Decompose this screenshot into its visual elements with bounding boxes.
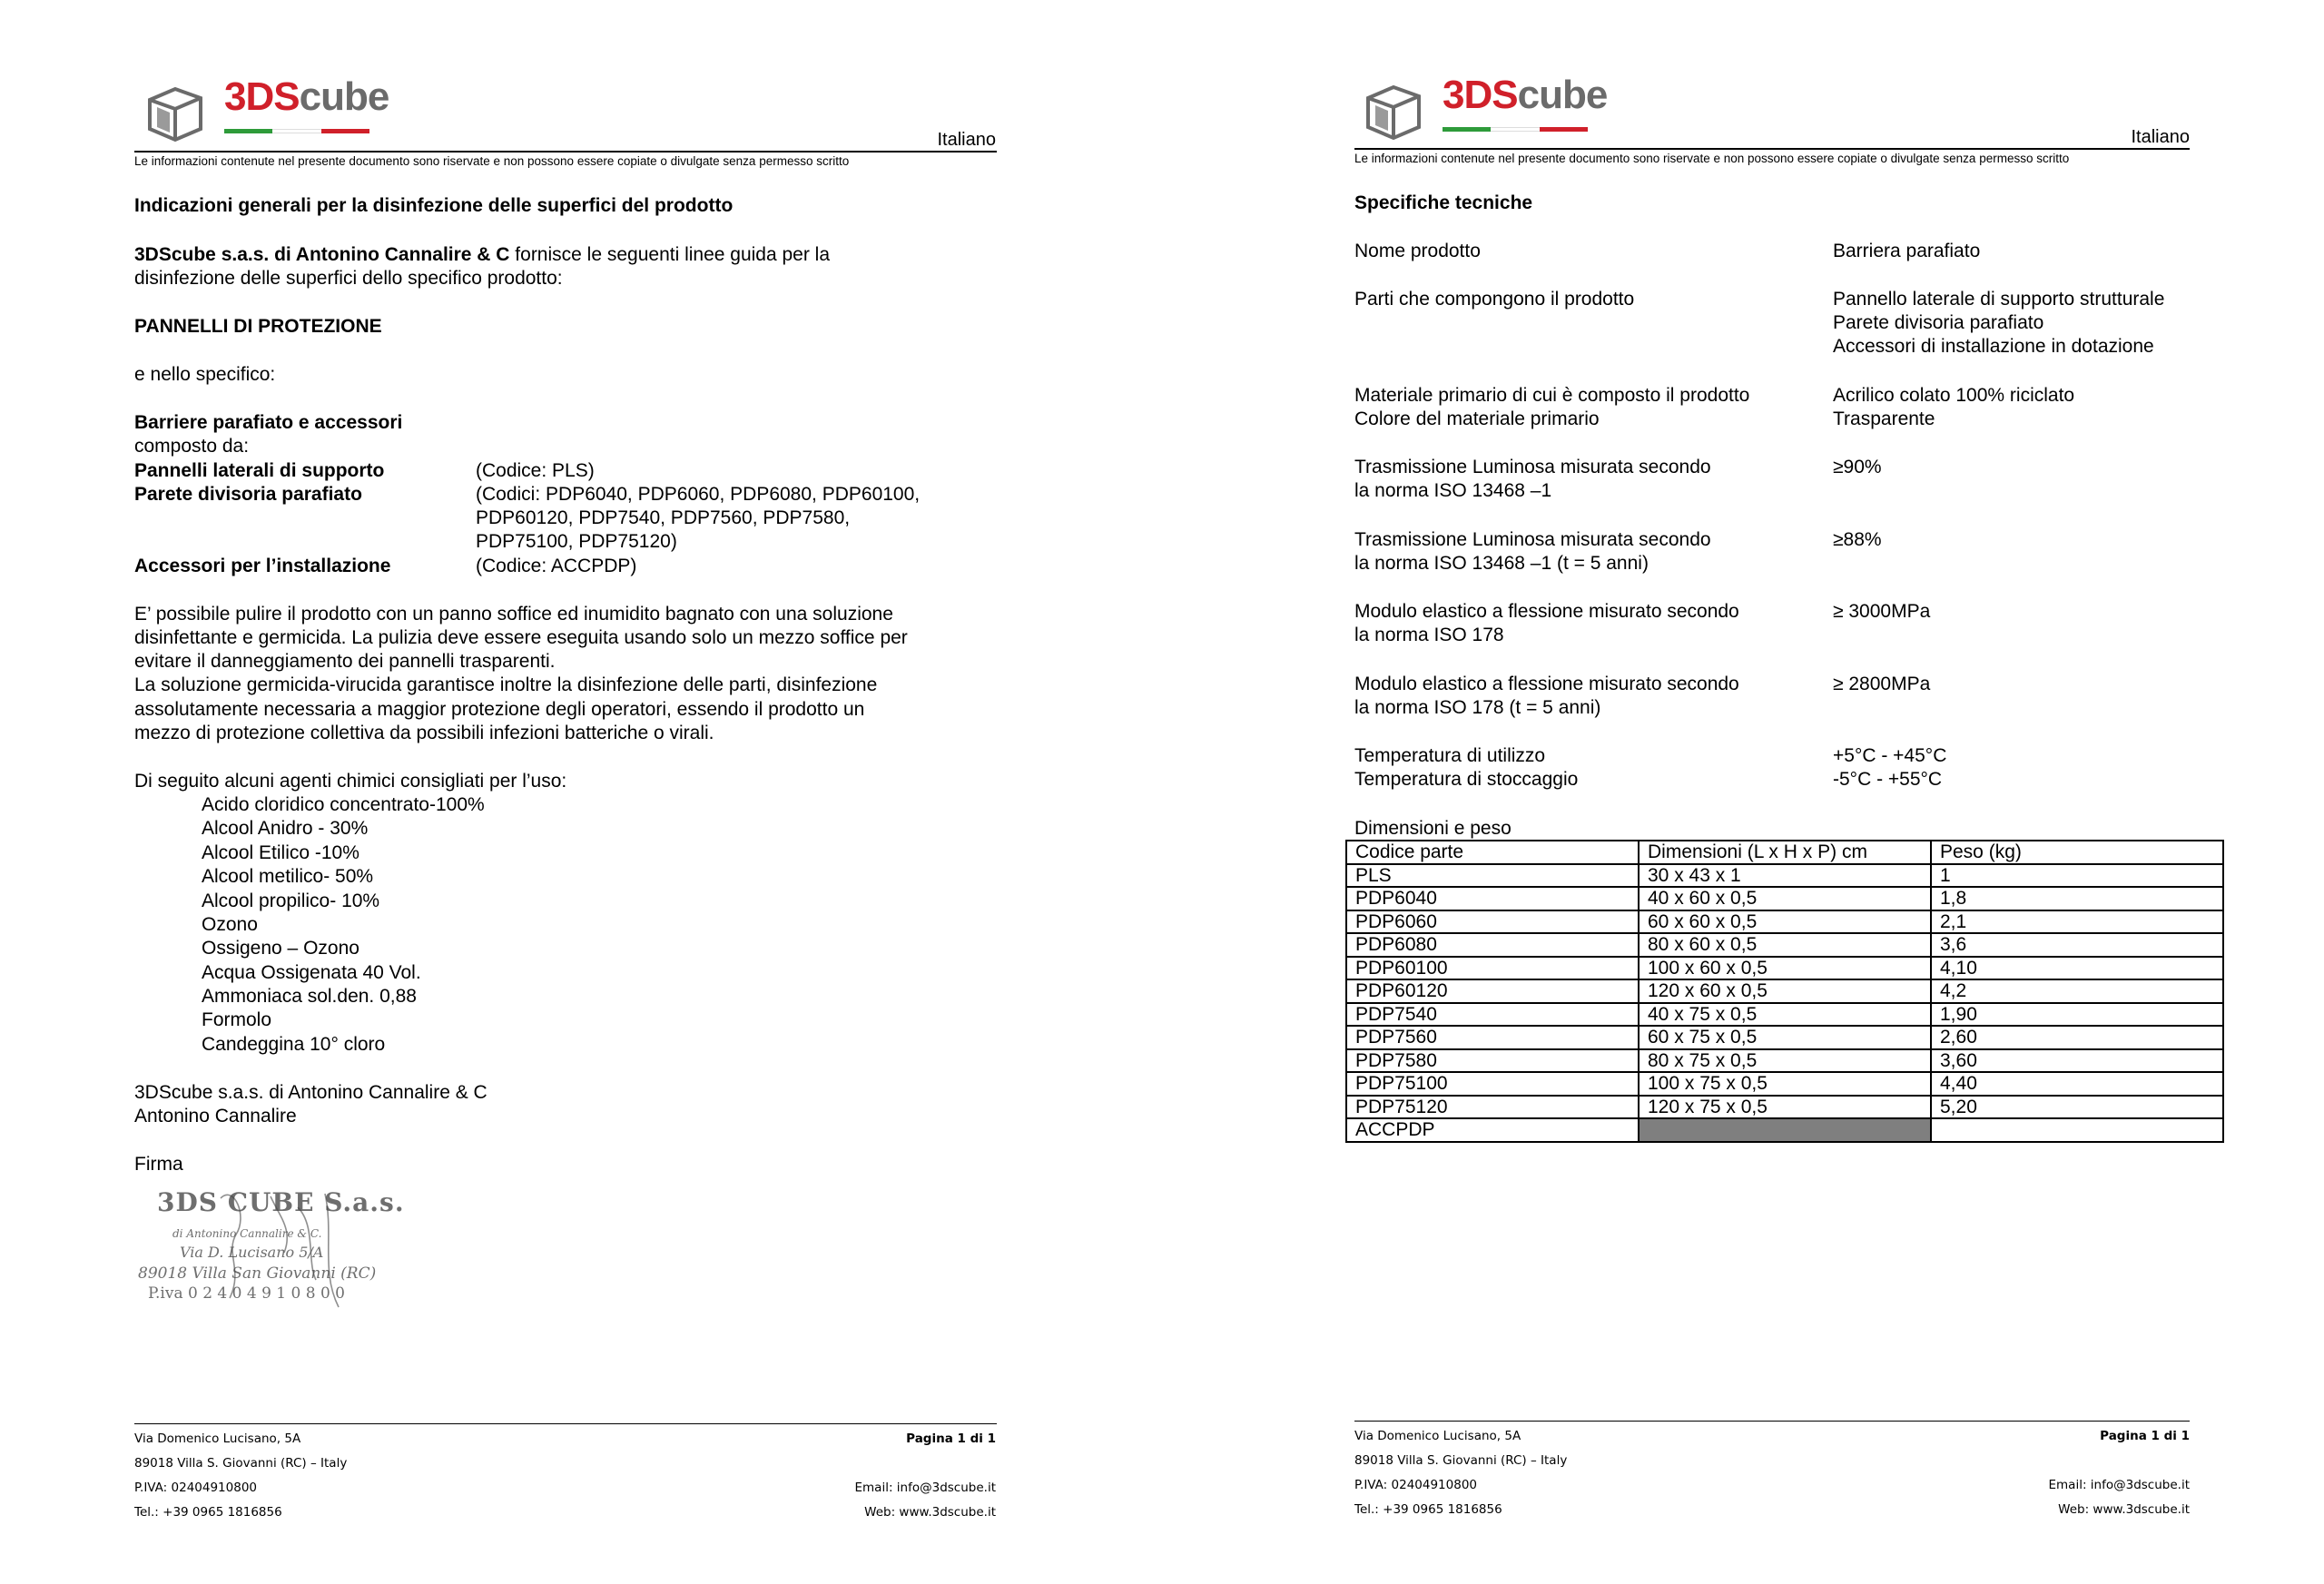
spec-value: ≥88% <box>1833 529 1882 550</box>
spec-value: ≥ 2800MPa <box>1833 674 1931 694</box>
page-title: Indicazioni generali per la disinfezione delle superfici del prodotto <box>134 195 734 216</box>
table-cell: PDP60100 <box>1346 957 1639 980</box>
intro-text: 3DScube s.a.s. di Antonino Cannalire & C fornisce le seguenti linee guida per la <box>134 244 831 265</box>
confidentiality-note: Le informazioni contenute nel presente documento sono riservate e non possono essere copiate o divulgate senza permesso scritto <box>134 154 850 168</box>
table-cell: 3,6 <box>1931 933 2223 957</box>
spec-label: la norma ISO 178 (t = 5 anni) <box>1354 697 1601 718</box>
table-row <box>1346 1026 2223 1049</box>
spec-value: +5°C - +45°C <box>1833 745 1947 766</box>
spec-value: ≥ 3000MPa <box>1833 601 1931 622</box>
table-cell: PDP75100 <box>1346 1072 1639 1096</box>
spec-label: Modulo elastico a flessione misurato secondo <box>1354 601 1739 622</box>
spec-label: Temperatura di utilizzo <box>1354 745 1546 766</box>
spec-label: Temperatura di stoccaggio <box>1354 769 1579 790</box>
table-cell: PDP75120 <box>1346 1096 1639 1119</box>
signature-company: 3DScube s.a.s. di Antonino Cannalire & C <box>134 1082 487 1103</box>
footer-email[interactable]: Email: info@3dscube.it <box>854 1481 996 1495</box>
agent-item: Ossigeno – Ozono <box>202 938 359 959</box>
logo-wordmark: 3DScube <box>224 74 389 119</box>
table-cell: 100 x 60 x 0,5 <box>1639 957 1931 980</box>
product-heading: Barriere parafiato e accessori <box>134 412 403 433</box>
table-row <box>1346 1003 2223 1027</box>
table-cell: 1,90 <box>1931 1003 2223 1027</box>
dimensions-table <box>1345 840 2224 1143</box>
agent-item: Candeggina 10° cloro <box>202 1034 386 1055</box>
spec-label: Trasmissione Luminosa misurata secondo <box>1354 529 1711 550</box>
specifically-text: e nello specifico: <box>134 364 276 385</box>
component-code: (Codici: PDP6040, PDP6060, PDP6080, PDP60100, <box>476 484 921 505</box>
stamp-line: P.iva 0 2 4 0 4 9 1 0 8 0 0 <box>148 1284 345 1303</box>
table-cell: 1,8 <box>1931 887 2223 910</box>
signature-name: Antonino Cannalire <box>134 1106 297 1127</box>
footer-vat: P.IVA: 02404910800 <box>1354 1478 1477 1492</box>
footer-address: Via Domenico Lucisano, 5A <box>134 1432 301 1446</box>
agent-item: Alcool Anidro - 30% <box>202 818 369 839</box>
page-title: Specifiche tecniche <box>1354 192 1533 213</box>
table-cell: PDP60120 <box>1346 979 1639 1003</box>
spec-value: -5°C - +55°C <box>1833 769 1943 790</box>
agent-item: Acido cloridico concentrato-100% <box>202 794 485 815</box>
signature-scribble <box>134 1180 407 1316</box>
table-cell: 3,60 <box>1931 1049 2223 1073</box>
table-cell: 80 x 75 x 0,5 <box>1639 1049 1931 1073</box>
spec-label: Materiale primario di cui è composto il prodotto <box>1354 385 1750 406</box>
component-name: Accessori per l’installazione <box>134 556 391 576</box>
table-row <box>1346 910 2223 934</box>
logo-tricolor <box>224 129 369 133</box>
header-rule <box>134 151 997 152</box>
table-cell: 2,60 <box>1931 1026 2223 1049</box>
table-header-cell: Dimensioni (L x H x P) cm <box>1639 841 1931 864</box>
agent-item: Acqua Ossigenata 40 Vol. <box>202 962 421 983</box>
footer-rule <box>1354 1421 2190 1422</box>
logo-wordmark: 3DScube <box>1443 73 1608 117</box>
table-cell: PDP6040 <box>1346 887 1639 910</box>
paragraph-line: mezzo di protezione collettiva da possibili infezioni batteriche o virali. <box>134 723 714 743</box>
footer-page-number: Pagina 1 di 1 <box>2100 1429 2190 1443</box>
table-row <box>1346 1072 2223 1096</box>
stamp-line: 3DS CUBE S.a.s. <box>157 1187 405 1217</box>
table-cell: 4,10 <box>1931 957 2223 980</box>
footer-vat: P.IVA: 02404910800 <box>134 1481 257 1495</box>
footer-website[interactable]: Web: www.3dscube.it <box>864 1505 996 1520</box>
spec-label: la norma ISO 13468 –1 <box>1354 480 1552 501</box>
table-row <box>1346 1049 2223 1073</box>
paragraph-line: E’ possibile pulire il prodotto con un panno soffice ed inumidito bagnato con una soluzione <box>134 604 893 625</box>
footer-rule <box>134 1423 997 1424</box>
table-cell: 5,20 <box>1931 1096 2223 1119</box>
spec-value: Trasparente <box>1833 408 1935 429</box>
footer-email[interactable]: Email: info@3dscube.it <box>2048 1478 2190 1492</box>
agents-intro: Di seguito alcuni agenti chimici consigliati per l’uso: <box>134 771 567 792</box>
table-row <box>1346 979 2223 1003</box>
table-cell: 80 x 60 x 0,5 <box>1639 933 1931 957</box>
agent-item: Alcool propilico- 10% <box>202 890 380 911</box>
table-cell: PDP7580 <box>1346 1049 1639 1073</box>
table-row <box>1346 887 2223 910</box>
table-cell: 120 x 60 x 0,5 <box>1639 979 1931 1003</box>
table-cell: 4,40 <box>1931 1072 2223 1096</box>
language-label: Italiano <box>937 130 996 150</box>
table-cell: PDP6080 <box>1346 933 1639 957</box>
table-cell: 1 <box>1931 864 2223 888</box>
agent-item: Ozono <box>202 914 258 935</box>
table-cell: PDP7560 <box>1346 1026 1639 1049</box>
table-cell: 40 x 75 x 0,5 <box>1639 1003 1931 1027</box>
paragraph-line: La soluzione germicida-virucida garantisce inoltre la disinfezione delle parti, disinfezione <box>134 674 878 695</box>
spec-value: Pannello laterale di supporto strutturale <box>1833 289 2165 310</box>
component-code: PDP75100, PDP75120) <box>476 531 677 552</box>
component-name: Pannelli laterali di supporto <box>134 460 385 481</box>
footer-address-line2: 89018 Villa S. Giovanni (RC) – Italy <box>134 1456 348 1471</box>
intro-text-line2: disinfezione delle superfici dello specifico prodotto: <box>134 268 563 289</box>
spec-value: Acrilico colato 100% riciclato <box>1833 385 2075 406</box>
table-cell: PDP6060 <box>1346 910 1639 934</box>
paragraph-line: assolutamente necessaria a maggior protezione degli operatori, essendo il prodotto un <box>134 699 865 720</box>
logo-tricolor <box>1443 127 1588 132</box>
stamp-line: di Antonino Cannalire & C. <box>172 1227 322 1240</box>
table-cell: PLS <box>1346 864 1639 888</box>
footer-website[interactable]: Web: www.3dscube.it <box>2058 1502 2190 1517</box>
footer-phone: Tel.: +39 0965 1816856 <box>134 1505 282 1520</box>
table-cell: 30 x 43 x 1 <box>1639 864 1931 888</box>
paragraph-line: disinfettante e germicida. La pulizia deve essere eseguita usando solo un mezzo soffice per <box>134 627 908 648</box>
table-row <box>1346 1118 2223 1142</box>
table-cell: 2,1 <box>1931 910 2223 934</box>
table-header-cell: Codice parte <box>1346 841 1639 864</box>
spec-label: Nome prodotto <box>1354 241 1481 261</box>
spec-label: Colore del materiale primario <box>1354 408 1600 429</box>
table-row <box>1346 933 2223 957</box>
company-stamp <box>134 1180 407 1316</box>
spec-label: Modulo elastico a flessione misurato secondo <box>1354 674 1739 694</box>
footer-address-line2: 89018 Villa S. Giovanni (RC) – Italy <box>1354 1453 1568 1468</box>
table-cell: 40 x 60 x 0,5 <box>1639 887 1931 910</box>
stamp-line: 89018 Villa San Giovanni (RC) <box>138 1264 377 1283</box>
table-cell: PDP7540 <box>1346 1003 1639 1027</box>
table-cell <box>1931 1118 2223 1142</box>
footer-phone: Tel.: +39 0965 1816856 <box>1354 1502 1502 1517</box>
component-code: (Codice: ACCPDP) <box>476 556 637 576</box>
table-cell: 120 x 75 x 0,5 <box>1639 1096 1931 1119</box>
component-name: Parete divisoria parafiato <box>134 484 362 505</box>
spec-value: Accessori di installazione in dotazione <box>1833 336 2154 357</box>
stamp-line: Via D. Lucisano 5/A <box>180 1244 324 1261</box>
agent-item: Alcool Etilico -10% <box>202 842 359 863</box>
section-heading: PANNELLI DI PROTEZIONE <box>134 316 382 337</box>
table-row <box>1346 957 2223 980</box>
table-header-row <box>1346 841 2223 864</box>
language-label: Italiano <box>2131 127 2190 147</box>
cube-icon <box>1359 80 1432 143</box>
spec-value: Parete divisoria parafiato <box>1833 312 2044 333</box>
table-cell: 60 x 75 x 0,5 <box>1639 1026 1931 1049</box>
spec-label: Parti che compongono il prodotto <box>1354 289 1635 310</box>
spec-value: ≥90% <box>1833 457 1882 477</box>
cube-icon <box>141 82 213 145</box>
table-cell: 100 x 75 x 0,5 <box>1639 1072 1931 1096</box>
agent-item: Formolo <box>202 1009 272 1030</box>
table-cell <box>1639 1118 1931 1142</box>
composed-of-text: composto da: <box>134 436 250 457</box>
component-code: PDP60120, PDP7540, PDP7560, PDP7580, <box>476 507 851 528</box>
footer-address: Via Domenico Lucisano, 5A <box>1354 1429 1521 1443</box>
header-rule <box>1354 148 2190 150</box>
spec-label: Trasmissione Luminosa misurata secondo <box>1354 457 1711 477</box>
spec-value: Barriera parafiato <box>1833 241 1981 261</box>
table-cell: 60 x 60 x 0,5 <box>1639 910 1931 934</box>
paragraph-line: evitare il danneggiamento dei pannelli trasparenti. <box>134 651 556 672</box>
agent-item: Ammoniaca sol.den. 0,88 <box>202 986 417 1007</box>
table-cell: ACCPDP <box>1346 1118 1639 1142</box>
agent-item: Alcool metilico- 50% <box>202 866 374 887</box>
table-header-cell: Peso (kg) <box>1931 841 2223 864</box>
confidentiality-note: Le informazioni contenute nel presente documento sono riservate e non possono essere copiate o divulgate senza permesso scritto <box>1354 152 2070 165</box>
spec-label: la norma ISO 178 <box>1354 625 1504 645</box>
table-cell: 4,2 <box>1931 979 2223 1003</box>
page-2 <box>1162 0 2324 1584</box>
table-row <box>1346 864 2223 888</box>
footer-page-number: Pagina 1 di 1 <box>906 1432 996 1446</box>
spec-label: la norma ISO 13468 –1 (t = 5 anni) <box>1354 553 1649 574</box>
table-title: Dimensioni e peso <box>1354 818 1512 839</box>
component-code: (Codice: PLS) <box>476 460 595 481</box>
table-row <box>1346 1096 2223 1119</box>
signature-label: Firma <box>134 1154 183 1175</box>
